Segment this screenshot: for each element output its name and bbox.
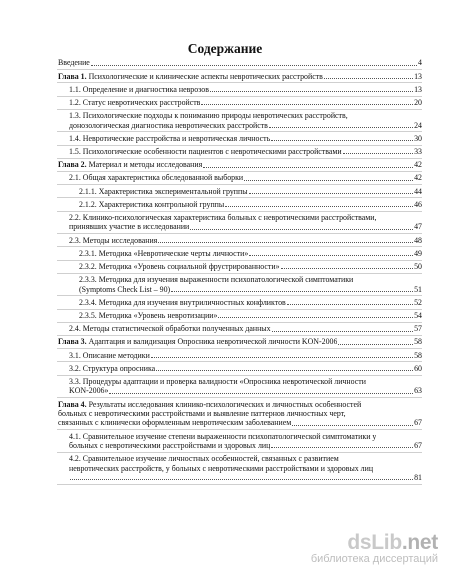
toc-entry-line: больных с невротическими расстройствами и здоровых лиц	[69, 441, 271, 451]
page-number: 48	[414, 235, 422, 245]
toc-entry-text	[79, 275, 353, 284]
dot-leader	[271, 447, 413, 448]
toc-entry-text	[69, 441, 270, 450]
watermark-logo-main: dsLib	[347, 531, 402, 554]
page-number: 24	[414, 120, 422, 130]
toc-entry[interactable]	[57, 336, 422, 349]
toc-entry-line: 2.3.3. Методика для изучения выраженности психопатологической симптоматики	[79, 275, 354, 285]
toc-entry-text	[69, 377, 366, 386]
toc-entry[interactable]	[57, 323, 422, 336]
toc-entry[interactable]	[57, 261, 422, 274]
toc-entry-line: Материал и методы исследования	[86, 160, 203, 170]
dot-leader	[338, 344, 413, 345]
dot-leader	[324, 78, 413, 79]
toc-entry-text	[79, 311, 217, 320]
dot-leader	[210, 91, 413, 92]
toc-entry-line: донозологическая диагностика невротических расстройств	[69, 120, 268, 130]
toc-entry-text	[69, 213, 376, 222]
toc-entry-line: Психологические и клинические аспекты невротических расстройств	[86, 71, 323, 81]
toc-entry-text	[79, 187, 248, 196]
toc-entry-line: больных с невротическими расстройствами и выявление паттернов личностных черт,	[58, 409, 346, 418]
toc-entry-line: 2.3.1. Методика «Невротические черты личности»	[79, 248, 249, 258]
toc-entry-line: 1.1. Определение и диагностика неврозов	[69, 84, 209, 94]
dot-leader	[109, 393, 413, 394]
page-number: 44	[414, 186, 422, 196]
toc-entry-line: Результаты исследования клинико-психологических и личностных особенностей	[86, 399, 362, 409]
toc-entry-text	[69, 173, 243, 182]
dot-leader	[156, 370, 413, 371]
toc-entry-line: 2.3. Методы исследования	[69, 235, 158, 245]
dot-leader	[201, 104, 413, 105]
toc-entry-text	[69, 98, 200, 107]
toc-entry[interactable]	[57, 159, 422, 172]
toc-entry[interactable]	[57, 349, 422, 362]
page-number: 57	[414, 324, 422, 334]
toc-entry-text	[58, 409, 346, 418]
page-number: 13	[414, 71, 422, 81]
toc-entry-text	[79, 298, 286, 307]
toc-entry[interactable]	[57, 376, 422, 399]
toc-entry[interactable]	[57, 274, 422, 297]
toc-entry[interactable]	[57, 453, 422, 485]
toc-entry-line: 2.3.4. Методика для изучения внутриличностных конфликтов	[79, 297, 286, 307]
toc-entry[interactable]	[57, 146, 422, 159]
toc-entry-line: 4.1. Сравнительное изучение степени выраженности психопатологической симптоматики у	[69, 431, 377, 441]
dot-leader	[190, 229, 413, 230]
toc-entry[interactable]	[57, 296, 422, 309]
toc-entry-text	[69, 121, 268, 130]
page-number: 13	[414, 84, 422, 94]
table-of-contents	[57, 57, 422, 485]
dot-leader	[287, 304, 413, 305]
page-number: 54	[414, 310, 422, 320]
toc-entry-line: 1.4. Невротические расстройства и невротическая личность	[69, 133, 271, 143]
toc-entry-text	[69, 111, 348, 120]
toc-entry[interactable]	[57, 247, 422, 260]
page-number: 47	[414, 222, 422, 232]
toc-entry-line: Введение	[58, 58, 90, 68]
dot-leader	[158, 242, 413, 243]
dot-leader	[343, 153, 414, 154]
toc-entry-line: 4.2. Сравнительное изучение личностных особенностей, связанных с развитием	[69, 454, 339, 464]
page-number: 33	[414, 146, 422, 156]
toc-entry-text	[69, 134, 270, 143]
dot-leader	[91, 65, 417, 66]
toc-entry-text	[69, 386, 108, 395]
dot-leader	[249, 193, 414, 194]
page-number: 20	[414, 97, 422, 107]
dot-leader	[272, 331, 414, 332]
toc-entry-line: 2.1.1. Характеристика экспериментальной группы	[79, 186, 248, 196]
dot-leader	[244, 180, 413, 181]
toc-entry-line: 2.1. Общая характеристика обследованной выборки	[69, 173, 244, 183]
toc-entry-text	[69, 147, 342, 156]
toc-entry-text	[69, 364, 155, 373]
toc-entry-text	[58, 337, 337, 346]
toc-entry-text	[69, 432, 376, 441]
toc-entry-text	[58, 400, 361, 409]
toc-entry-line: KON-2006»	[69, 386, 109, 396]
watermark-logo-accent: .net	[401, 531, 438, 554]
toc-entry-line: (Symptoms Check List – 90)	[79, 284, 171, 294]
chapter-label: Глава 3.	[58, 337, 87, 347]
toc-entry-text	[58, 72, 323, 81]
toc-entry[interactable]	[57, 57, 422, 70]
dot-leader	[281, 268, 414, 269]
watermark-subtitle: библиотека диссертаций	[310, 553, 438, 565]
toc-entry[interactable]	[57, 83, 422, 96]
toc-entry-line: 2.3.5. Методика «Уровень невротизации»	[79, 310, 218, 320]
toc-entry-line: 2.2. Клинико-психологическая характеристика больных с невротическими расстройствами,	[69, 212, 377, 222]
chapter-label: Глава 1.	[58, 71, 87, 81]
toc-entry-text	[69, 222, 189, 231]
page-number: 49	[414, 248, 422, 258]
toc-entry[interactable]	[57, 185, 422, 198]
dot-leader	[249, 255, 413, 256]
toc-entry-text	[69, 464, 373, 473]
page-number: 58	[414, 337, 422, 347]
toc-entry[interactable]	[57, 97, 422, 110]
watermark	[311, 533, 438, 566]
toc-entry[interactable]	[57, 212, 422, 235]
toc-entry-text	[79, 200, 224, 209]
page-number: 4	[418, 58, 422, 68]
toc-entry-line: 1.3. Психологические подходы к пониманию природы невротических расстройств,	[69, 111, 348, 121]
toc-entry-line: 2.1.2. Характеристика контрольной группы	[79, 199, 225, 209]
page-number: 50	[414, 261, 422, 271]
page-title: Содержание	[187, 41, 263, 56]
toc-entry[interactable]	[57, 430, 422, 453]
page-number: 51	[414, 284, 422, 294]
toc-entry-text	[58, 418, 291, 427]
page-number: 67	[414, 441, 422, 451]
dot-leader	[203, 167, 413, 168]
toc-entry-line: 3.2. Структура опросника	[69, 363, 156, 373]
toc-entry-line: 3.3. Процедуры адаптации и проверка валидности «Опросника невротической личности	[69, 376, 366, 386]
page-number: 46	[414, 199, 422, 209]
toc-entry-line: 2.4. Методы статистической обработки полученных данных	[69, 324, 271, 334]
dot-leader	[218, 317, 413, 318]
toc-entry[interactable]	[57, 234, 422, 247]
toc-entry-line: связанных с клинически оформленным невротическим заболеванием	[58, 418, 292, 428]
dot-leader	[151, 357, 413, 358]
toc-entry-text	[69, 454, 339, 463]
toc-entry-text	[69, 324, 271, 333]
watermark-logo	[311, 533, 438, 553]
page-number: 63	[414, 386, 422, 396]
page-number: 30	[414, 133, 422, 143]
toc-entry-line: 1.2. Статус невротических расстройств	[69, 97, 201, 107]
dot-leader	[271, 140, 413, 141]
chapter-label: Глава 4.	[58, 399, 87, 409]
toc-entry-line: Адаптация и валидизация Опросника невротической личности KON-2006	[86, 337, 338, 347]
page-number: 58	[414, 350, 422, 360]
toc-entry-line: 3.1. Описание методики	[69, 350, 150, 360]
toc-entry-text	[58, 58, 90, 67]
toc-entry-line: 1.5. Психологические особенности пациентов с невротическими расстройствами	[69, 146, 342, 156]
toc-entry-text	[79, 262, 280, 271]
toc-entry-text	[69, 85, 209, 94]
dot-leader	[225, 206, 413, 207]
toc-entry[interactable]	[57, 132, 422, 145]
page-number: 60	[414, 363, 422, 373]
toc-entry-text	[79, 249, 248, 258]
toc-entry-text	[69, 351, 150, 360]
toc-entry[interactable]	[57, 198, 422, 211]
toc-entry-line: невротических расстройств, у больных с невротическими расстройствами и здоровых лиц	[69, 463, 374, 473]
toc-entry[interactable]	[57, 70, 422, 83]
dot-leader	[70, 479, 413, 480]
page-number: 42	[414, 173, 422, 183]
page-number: 67	[414, 418, 422, 428]
page-number: 52	[414, 297, 422, 307]
page-number: 42	[414, 160, 422, 170]
toc-entry[interactable]	[57, 398, 422, 430]
toc-entry-text	[69, 236, 157, 245]
toc-entry[interactable]	[57, 310, 422, 323]
toc-entry-text	[79, 285, 170, 294]
toc-entry[interactable]	[57, 172, 422, 185]
toc-entry-line: принявших участие в исследовании	[69, 222, 190, 232]
dot-leader	[292, 425, 413, 426]
toc-entry[interactable]	[57, 362, 422, 375]
page-number: 81	[414, 473, 422, 483]
chapter-label: Глава 2.	[58, 160, 87, 170]
toc-entry-text	[58, 160, 202, 169]
dot-leader	[171, 291, 413, 292]
toc-entry[interactable]	[57, 110, 422, 133]
dot-leader	[269, 127, 413, 128]
toc-entry-line: 2.3.2. Методика «Уровень социальной фрустрированности»	[79, 261, 280, 271]
